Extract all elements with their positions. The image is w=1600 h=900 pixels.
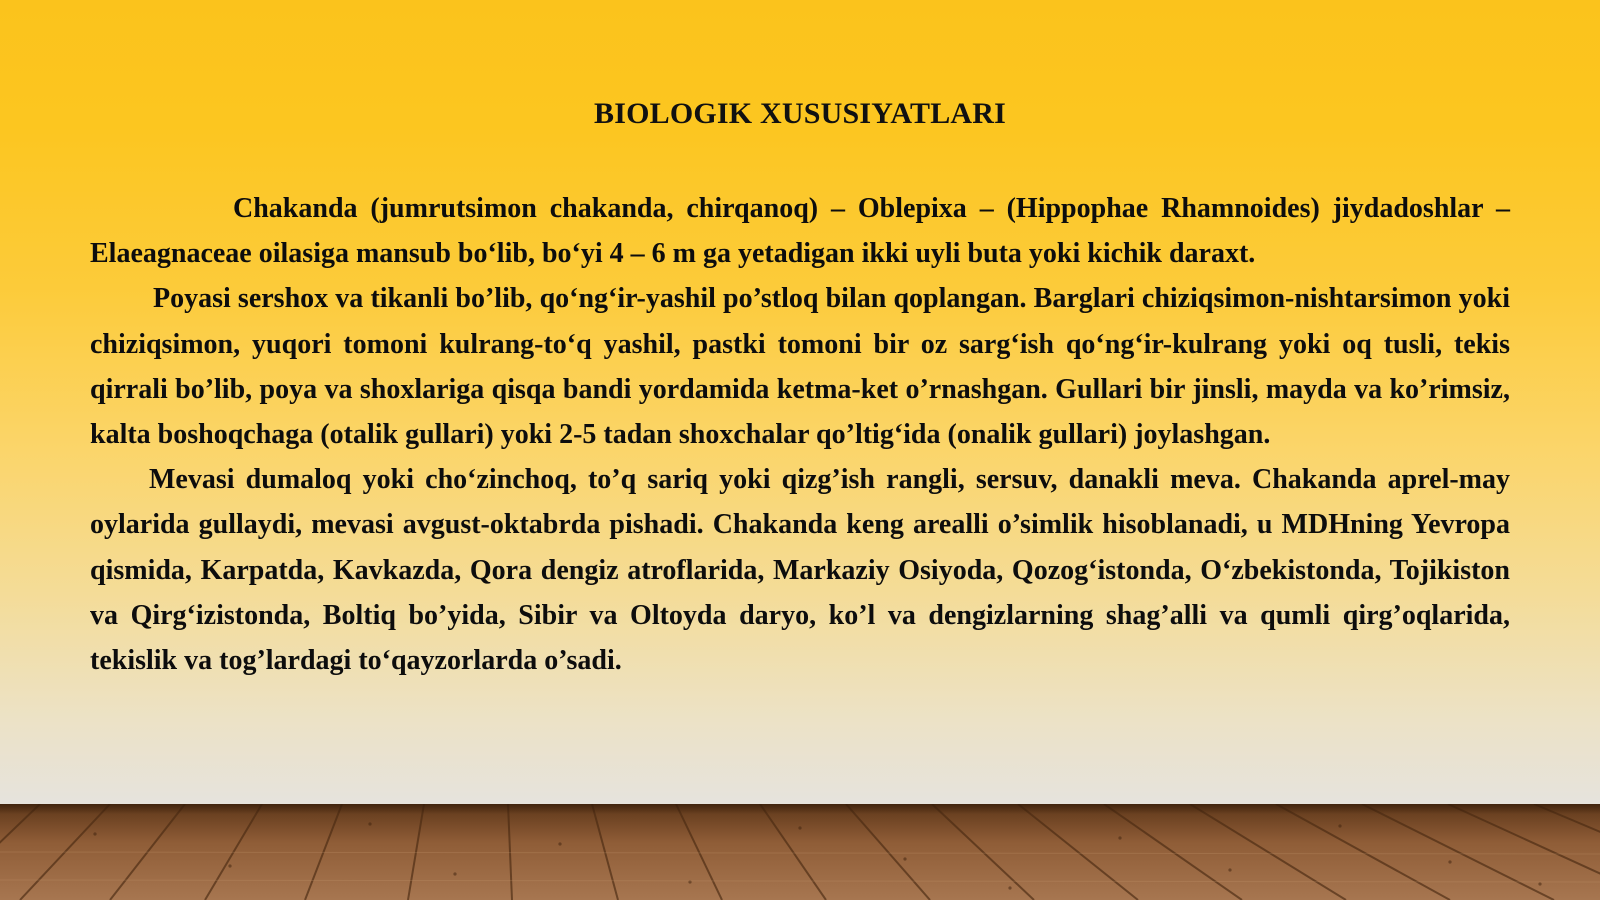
- paragraph-fruit-distribution: Mevasi dumaloq yoki cho‘zinchoq, to’q sariq yoki qizg’ish rangli, sersuv, danakli meva. Chakanda aprel-may oylarida gullaydi, mevasi avgust-oktabrda pishadi. Chakanda keng arealli o’simlik hisoblanadi, u MDHning Yevropa qismida, Karpatda, Kavkazda, Qora dengiz atroflarida, Markaziy Osiyoda, Qozog‘istonda, O‘zbekistonda, Tojikiston va Qirg‘izistonda, Boltiq bo’yida, Sibir va Oltoyda daryo, ko’l va dengizlarning shag’alli va qumli qirg’oqlarida, tekislik va tog’lardagi to‘qayzorlarda o’sadi.: [90, 464, 1510, 677]
- wood-planks-graphic: [0, 804, 1600, 900]
- paragraph-description: Chakanda (jumrutsimon chakanda, chirqanoq) – Oblepixa – (Hippophae Rhamnoides) jiydadoshlar – Elaeagnaceae oilasiga mansub bo‘lib, bo‘yi 4 – 6 m ga yetadigan ikki uyli buta yoki kichik daraxt.: [90, 193, 1510, 270]
- wood-floor-decoration: [0, 804, 1600, 900]
- slide-title: BIOLOGIK XUSUSIYATLARI: [593, 97, 1007, 130]
- slide-body: [90, 186, 1510, 683]
- paragraph-morphology: Poyasi sershox va tikanli bo’lib, qo‘ng‘ir-yashil po’stloq bilan qoplangan. Barglari chiziqsimon-nishtarsimon yoki chiziqsimon, yuqori tomoni kulrang-to‘q yashil, pastki tomoni bir oz sarg‘ish qo‘ng‘ir-kulrang yoki oq tusli, tekis qirrali bo’lib, poya va shoxlariga qisqa bandi yordamida ketma-ket o’rnashgan. Gullari bir jinsli, mayda va ko’rimsiz, kalta boshoqchaga (otalik gullari) yoki 2-5 tadan shoxchalar qo’ltig‘ida (onalik gullari) joylashgan.: [90, 283, 1510, 451]
